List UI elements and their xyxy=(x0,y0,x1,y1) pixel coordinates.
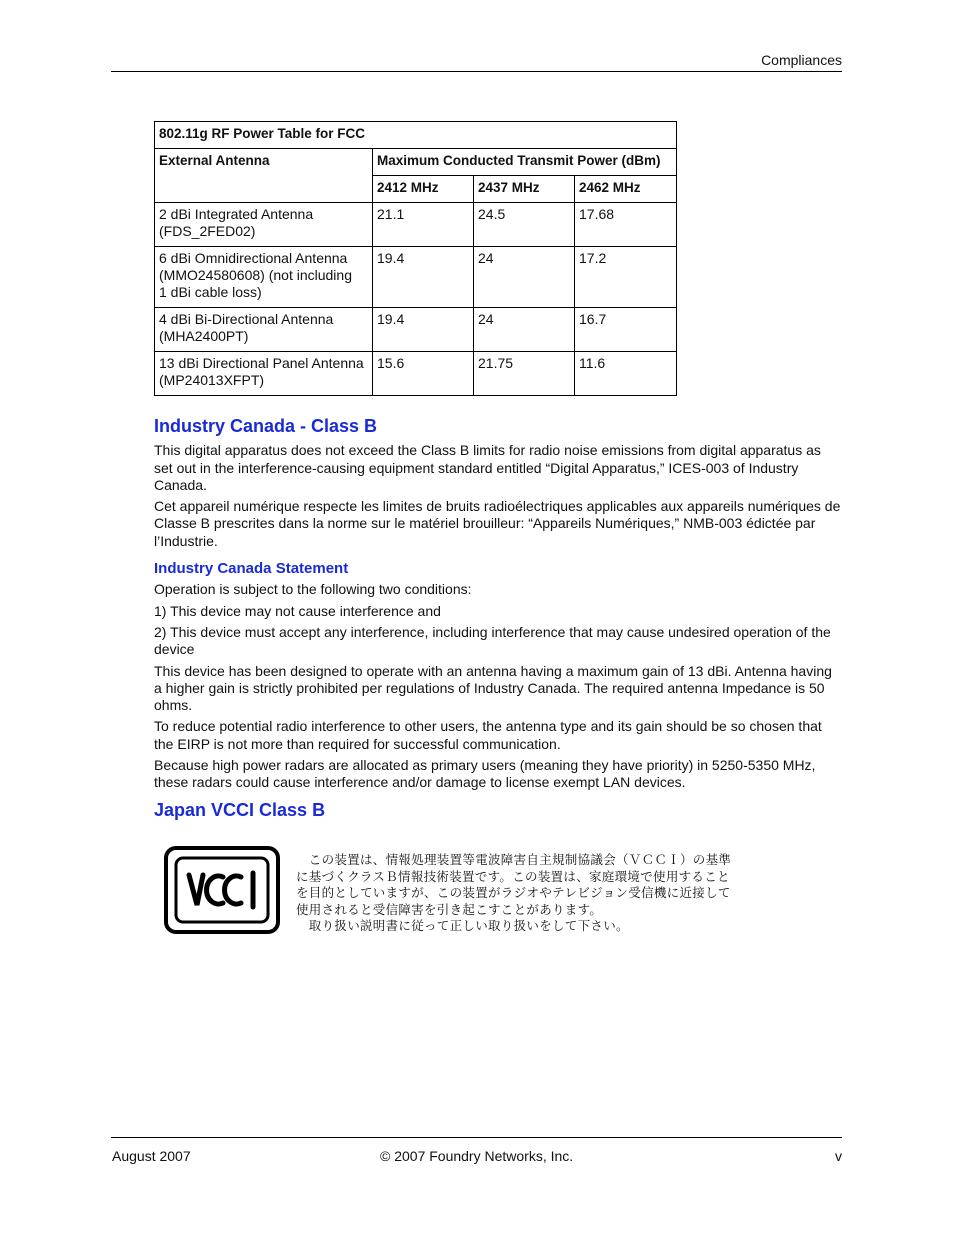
vcci-logo-icon xyxy=(163,845,281,935)
jp-line: 使用されると受信障害を引き起こすことがあります。 xyxy=(296,901,603,917)
power-cell: 24.5 xyxy=(474,203,575,247)
power-cell: 21.1 xyxy=(373,203,474,247)
jp-line: を目的としていますが、この装置がラジオやテレビジョン受信機に近接して xyxy=(296,885,731,900)
col-header-freq: 2437 MHz xyxy=(474,176,575,203)
paragraph: Cet appareil numérique respecte les limites de bruits radioélectriques applicables aux appareils numériques de Classe B prescrites dans la norme sur le matériel brouilleur: “Appareils Numériques,” NMB-003 édictée par l’Industrie. xyxy=(154,498,841,549)
section-heading-industry-canada: Industry Canada - Class B xyxy=(154,416,378,436)
col-header-freq: 2462 MHz xyxy=(575,176,677,203)
table-row xyxy=(155,203,677,247)
power-cell: 21.75 xyxy=(474,352,575,396)
power-cell: 17.2 xyxy=(575,247,677,308)
jp-line: 取り扱い説明書に従って正しい取り扱いをして下さい。 xyxy=(296,918,629,933)
jp-line: この装置は、情報処理装置等電波障害自主規制協議会（ＶＣＣＩ）の基準 xyxy=(296,852,732,867)
footer-page-number: v xyxy=(835,1148,842,1164)
table-title: 802.11g RF Power Table for FCC xyxy=(155,122,677,149)
power-cell: 17.68 xyxy=(575,203,677,247)
power-cell: 19.4 xyxy=(373,247,474,308)
antenna-cell: 13 dBi Directional Panel Antenna (MP24013XFPT) xyxy=(155,352,373,396)
power-cell: 24 xyxy=(474,247,575,308)
power-cell: 16.7 xyxy=(575,308,677,352)
section-heading-japan-vcci: Japan VCCI Class B xyxy=(154,800,326,820)
jp-line: に基づくクラスＢ情報技術装置です。この装置は、家庭環境で使用すること xyxy=(296,868,730,884)
rf-power-table xyxy=(154,121,677,396)
col-header-power: Maximum Conducted Transmit Power (dBm) xyxy=(373,149,677,176)
footer-rule xyxy=(111,1137,842,1138)
paragraph: 2) This device must accept any interference, including interference that may cause undesired operation of the device xyxy=(154,623,831,658)
footer-date: August 2007 xyxy=(112,1148,191,1164)
table-row xyxy=(155,352,677,396)
table-row xyxy=(155,247,677,308)
japan-vcci-statement xyxy=(296,852,766,935)
subheading-industry-canada-statement: Industry Canada Statement xyxy=(154,560,349,578)
col-header-freq: 2412 MHz xyxy=(373,176,474,203)
footer-copyright: © 2007 Foundry Networks, Inc. xyxy=(380,1148,574,1164)
col-header-antenna: External Antenna xyxy=(155,149,373,203)
paragraph: Operation is subject to the following two conditions: xyxy=(154,581,472,598)
antenna-cell: 6 dBi Omnidirectional Antenna (MMO24580608) (not including 1 dBi cable loss) xyxy=(155,247,373,308)
power-cell: 24 xyxy=(474,308,575,352)
header-rule xyxy=(111,71,842,72)
paragraph: This device has been designed to operate with an antenna having a maximum gain of 13 dBi. Antenna having a higher gain is strictly prohibited per regulations of Industry Canada. The required antenna Impedance is 50 ohms. xyxy=(154,662,832,714)
paragraph: To reduce potential radio interference to other users, the antenna type and its gain should be so chosen that the EIRP is not more than required for successful communication. xyxy=(154,718,822,752)
paragraph: 1) This device may not cause interference and xyxy=(154,602,441,619)
paragraph: This digital apparatus does not exceed the Class B limits for radio noise emissions from digital apparatus as set out in the interference-causing equipment standard entitled “Digital Apparatus,” ICES-003 of Industry Canada. xyxy=(154,442,821,493)
industry-canada-section xyxy=(154,418,842,796)
power-cell: 15.6 xyxy=(373,352,474,396)
table-row xyxy=(155,308,677,352)
antenna-cell: 2 dBi Integrated Antenna (FDS_2FED02) xyxy=(155,203,373,247)
power-cell: 11.6 xyxy=(575,352,677,396)
power-cell: 19.4 xyxy=(373,308,474,352)
paragraph: Because high power radars are allocated as primary users (meaning they have priority) in 5250-5350 MHz, these radars could cause interference and/or damage to license exempt LAN devices. xyxy=(154,757,816,791)
antenna-cell: 4 dBi Bi-Directional Antenna (MHA2400PT) xyxy=(155,308,373,352)
running-header: Compliances xyxy=(761,52,842,68)
